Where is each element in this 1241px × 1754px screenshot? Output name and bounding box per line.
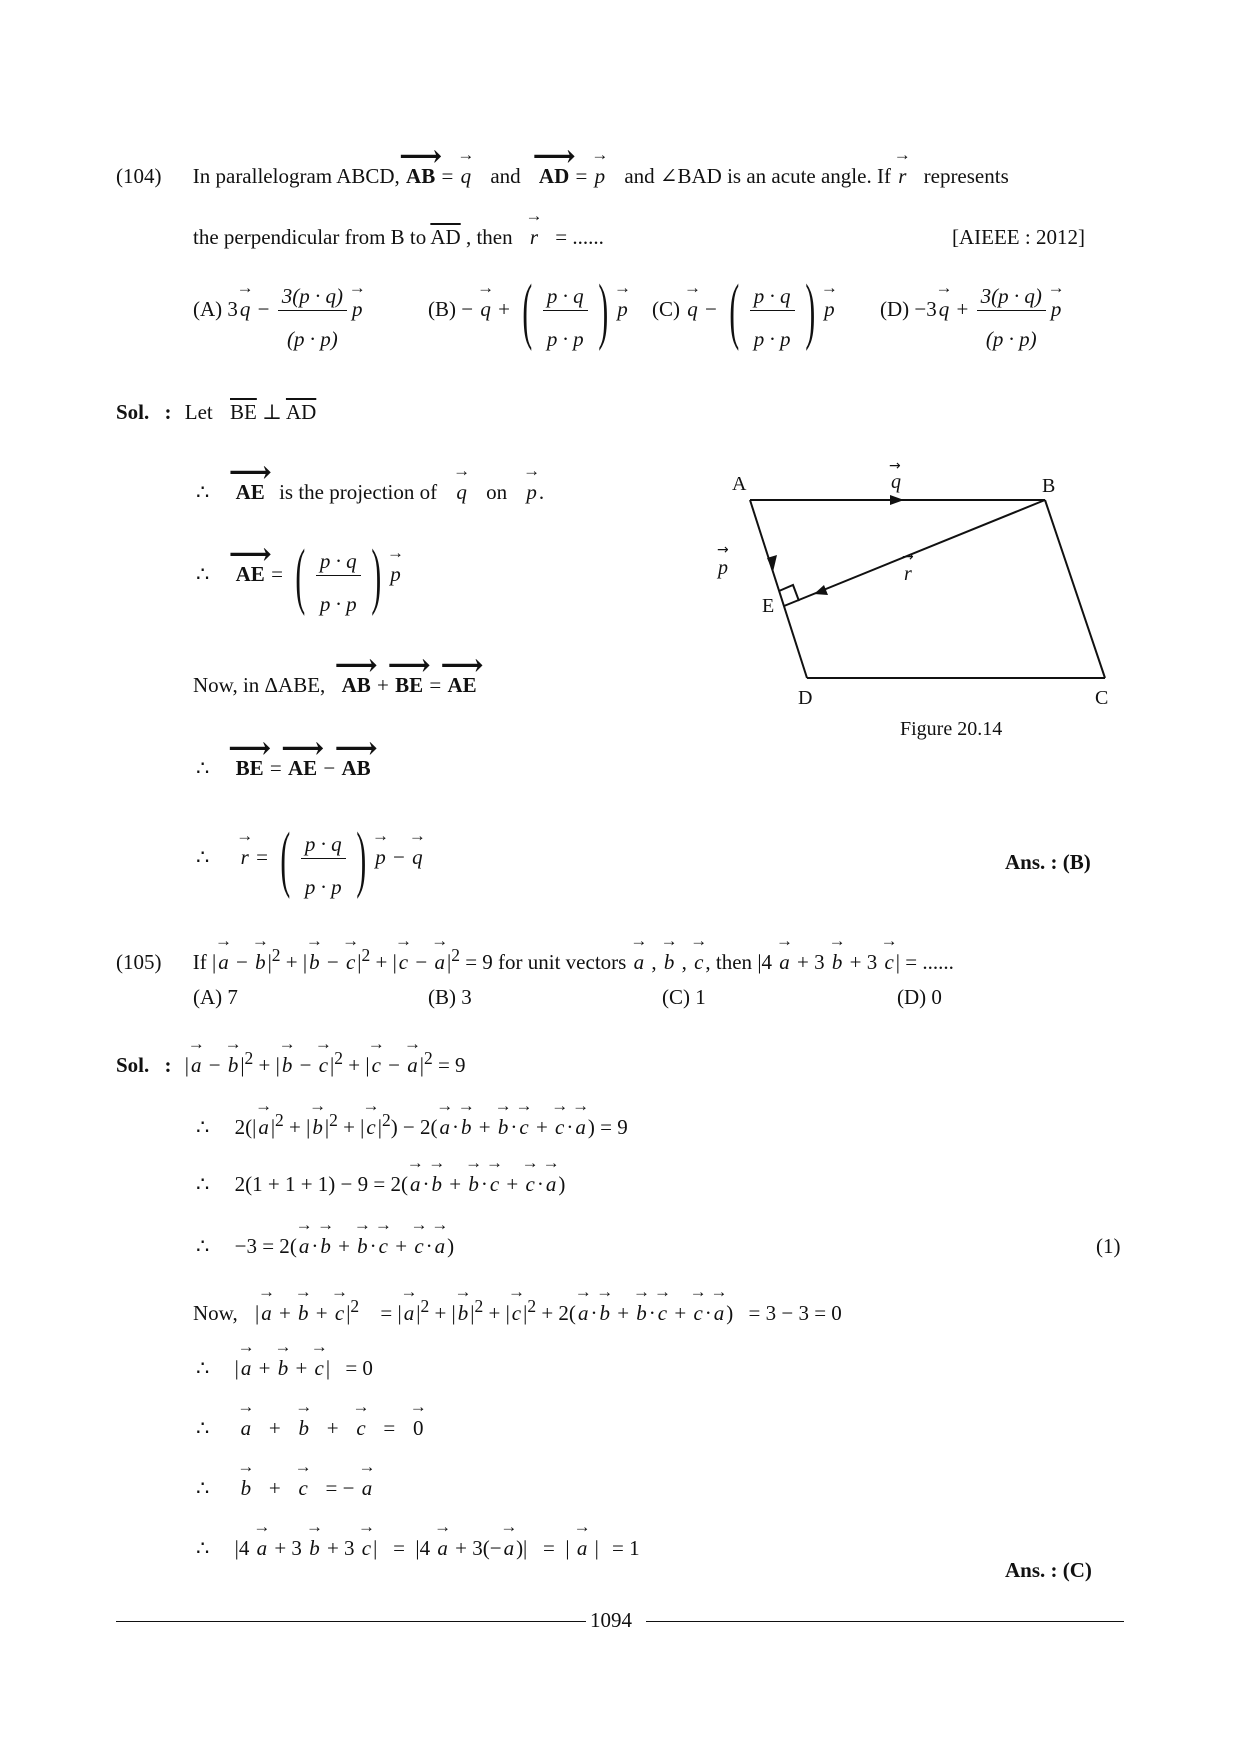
solution-105-line6 (196, 1356, 373, 1381)
vector-q: → q (478, 297, 493, 322)
substitution-lhs: 2(1 + 1 + 1) − 9 = 2 (234, 1172, 401, 1196)
label-e: E (762, 595, 775, 617)
text-if: If (192, 950, 207, 974)
label-b: B (1042, 475, 1056, 497)
minus-sign: − (705, 296, 717, 321)
perpendicular-symbol: ⊥ (262, 400, 282, 424)
question-text-3: the perpendicular from B to (193, 225, 427, 249)
minus-sign: − (461, 296, 474, 321)
therefore-symbol: ∴ (196, 1115, 210, 1139)
solution-105-line7 (196, 1416, 425, 1441)
fraction (301, 818, 346, 900)
coefficient: 3 (227, 296, 238, 321)
vector-identity: → b + → c = − → a (239, 1476, 375, 1500)
solution-104-ae-formula (196, 535, 403, 617)
text-on: on (486, 480, 508, 504)
plus-sign: + (377, 673, 389, 697)
question-104-line1 (116, 164, 1009, 189)
segment-ad: $\overline{AD}$ (430, 225, 461, 249)
left-paren: ( (280, 818, 291, 900)
label-p: p (718, 557, 728, 579)
equals-sign: = (429, 673, 442, 697)
vector-q: → q (454, 480, 469, 505)
arrow-over-r: → (902, 549, 914, 565)
therefore-symbol: ∴ (196, 480, 210, 504)
text-now: Now, (193, 1301, 238, 1325)
dot-sum: (→ a·→ b + → b·→ c + → c·→ a) (401, 1172, 565, 1196)
plus-sign: + (956, 296, 969, 321)
result-lhs: −3 = 2 (234, 1234, 290, 1258)
solution-105-line1 (116, 1048, 466, 1078)
result-rhs: = 3 − 3 = 0 (748, 1301, 842, 1325)
therefore-symbol: ∴ (196, 1234, 210, 1258)
therefore-symbol: ∴ (196, 1476, 210, 1500)
text-represents: represents (923, 164, 1009, 188)
vector-q: → q (685, 297, 700, 322)
fraction-numerator: 3(p · q) (278, 270, 347, 311)
side-bc (1045, 500, 1105, 678)
option-c (652, 270, 837, 352)
fraction-numerator: 3(p · q) (977, 270, 1046, 311)
option-c: (C) 1 (662, 985, 706, 1009)
therefore-symbol: ∴ (196, 1536, 210, 1560)
segment-be: $\overline{BE}$ (230, 400, 257, 424)
text-for-unit-vectors: for unit vectors (498, 950, 627, 974)
label-a: A (732, 473, 747, 495)
label-c: C (1095, 687, 1109, 709)
question-text: In parallelogram ABCD, (192, 164, 400, 188)
vector-p: → p (822, 297, 837, 322)
solution-105-line5 (193, 1296, 842, 1326)
equals-sign: = (256, 844, 268, 869)
vector-q: → q (238, 297, 253, 322)
vector-r: → r (896, 164, 908, 189)
vector-p: → p (350, 297, 365, 322)
option-a: (A) 7 (193, 985, 238, 1009)
fraction-denominator: (p · p) (287, 327, 338, 351)
solution-105-line9 (196, 1536, 640, 1561)
label-d: D (798, 687, 813, 709)
therefore-symbol: ∴ (196, 561, 210, 586)
question-105-line1 (116, 945, 954, 975)
solution-105-line2 (196, 1110, 628, 1140)
footer-rule-right (646, 1621, 1124, 1622)
option-label: (D) (880, 296, 910, 321)
arrow-head-q (890, 495, 904, 505)
colon: : (164, 400, 172, 424)
option-label: (B) (428, 296, 456, 321)
vector-ab: ⟶ AB (341, 756, 372, 781)
figure-caption: Figure 20.14 (900, 718, 1003, 740)
final-computation: |4 → a + 3 → b + 3 → c| = |4 → a + 3(−→ a)| = | → a | (235, 1536, 599, 1560)
fraction (750, 270, 795, 352)
expanded-expression: = |→ $a|^2$ + |→ $b|^2$ + |→ $c|^2 + 2(\to a\cdot\to b$ + → b·→ c + → c·→ a) (380, 1301, 733, 1325)
fraction-numerator: p · q (750, 270, 795, 311)
vector-p: → p (593, 164, 608, 189)
now-text: Now, in ΔABE, (193, 673, 326, 697)
option-a (193, 270, 365, 352)
vector-q: → q (410, 845, 425, 870)
fraction-denominator: p · p (753, 327, 791, 351)
left-paren: ( (729, 270, 740, 352)
result-rhs: = 0 (345, 1356, 373, 1380)
therefore-symbol: ∴ (196, 1356, 210, 1380)
solution-104-triangle (193, 673, 478, 698)
expr-sum-squares: |→ a − → $b|^2$ + |→ b − → $c|^2$ + |→ c − → $a|^2$ (212, 950, 460, 974)
solution-104-projection (196, 480, 544, 505)
arrow-head-r (814, 585, 828, 595)
fraction (977, 270, 1046, 352)
minus-sign: − (257, 296, 270, 321)
answer-105: Ans. : (C) (1005, 1558, 1092, 1582)
text-let: Let (184, 400, 213, 424)
equals-nine: = 9 (437, 1053, 466, 1077)
question-number: (105) (116, 950, 162, 974)
equation-number: (1) (1096, 1234, 1121, 1258)
vector-r: → r (239, 845, 251, 870)
side-da (750, 500, 807, 678)
right-paren: ) (370, 535, 381, 617)
result-rhs: = 1 (612, 1536, 640, 1560)
answer-104: Ans. : (B) (1005, 850, 1091, 874)
therefore-symbol: ∴ (196, 1416, 210, 1440)
vector-p: → p (1049, 297, 1064, 322)
therefore-symbol: ∴ (196, 756, 210, 780)
option-label: (C) (652, 296, 680, 321)
vector-be: ⟶ BE (235, 756, 265, 781)
plus-sign: + (498, 296, 510, 321)
arrow-over-p: → (717, 542, 729, 558)
vector-sum-zero: → a + → b + → c = → 0 (239, 1416, 426, 1440)
solution-105-line4 (196, 1234, 454, 1259)
arrow-over-q: → (889, 458, 901, 474)
colon: : (164, 1053, 172, 1077)
question-104-line2 (193, 225, 604, 250)
vector-ab: ⟶ AB (341, 673, 372, 698)
equals-sign: = (575, 164, 588, 188)
period: . (538, 480, 545, 504)
minus-sign: − (392, 844, 405, 869)
question-number: (104) (116, 164, 162, 188)
equals-nine: ) = 9 (587, 1115, 628, 1139)
page-number: 1094 (590, 1608, 632, 1632)
solution-105-line3 (196, 1172, 565, 1197)
option-b: (B) 3 (428, 985, 472, 1009)
fraction-numerator: p · q (301, 818, 346, 859)
left-paren: ( (522, 270, 533, 352)
solution-label: Sol. (116, 400, 150, 424)
therefore-symbol: ∴ (196, 1172, 210, 1196)
vector-p: → p (615, 297, 630, 322)
option-label: (A) (193, 296, 223, 321)
dot-sum: (→ a·→ b + → b·→ c + → c·→ a) (290, 1234, 454, 1258)
equals-sign: = (269, 756, 282, 780)
question-text-2: and ∠BAD is an acute angle. If (624, 164, 891, 188)
footer-rule-left (116, 1621, 586, 1622)
fraction (316, 535, 361, 617)
text-and: and (490, 164, 521, 188)
fraction (543, 270, 588, 352)
fraction (278, 270, 347, 352)
right-paren: ) (804, 270, 815, 352)
equals-nine: = 9 (465, 950, 493, 974)
parallelogram-figure (690, 458, 1110, 740)
solution-104-let (116, 400, 316, 425)
fraction-denominator: (p · p) (985, 327, 1037, 351)
projection-text: is the projection of (279, 480, 438, 504)
right-paren: ) (355, 818, 366, 900)
option-b (428, 270, 630, 352)
expr-target: |4 → a + 3 → b + 3 → c| (757, 950, 900, 974)
vector-p: → p (524, 480, 539, 505)
segment-ad: $\overline{AD}$ (285, 400, 317, 424)
expr-sum-squares: |→ a − → $b|^2$ + |→ b − → $c|^2$ + |→ c − → $a|^2$ (185, 1053, 433, 1077)
option-d: (D) 0 (897, 985, 942, 1009)
vector-ae: ⟶ AE (235, 562, 266, 587)
vector-ae: ⟶ AE (235, 480, 266, 505)
fraction-denominator: p · p (319, 592, 357, 616)
solution-105-line8 (196, 1476, 374, 1501)
fraction-denominator: p · p (304, 875, 342, 899)
expanded-expression: $2(|\to a|^2$ + |→ $b|^2$ + |→ $c|^2) - 2(\to a\cdot\to b$ + → b·→ c + → c·→ a (235, 1115, 588, 1139)
vector-ab: ⟶ AB (405, 164, 436, 189)
vector-p: → p (388, 562, 403, 587)
equals-sign: = (441, 164, 454, 188)
left-paren: ( (295, 535, 306, 617)
text-blank: = ...... (905, 950, 954, 974)
vector-ad: ⟶ AD (538, 164, 570, 189)
sum-magnitude: |→ a + → b + → $c|^2$ (255, 1301, 359, 1325)
coefficient: −3 (914, 296, 937, 321)
vector-p: → p (373, 845, 388, 870)
text-then: , then (705, 950, 753, 974)
vector-r: → r (528, 225, 540, 250)
text-then: , then (465, 225, 513, 249)
right-paren: ) (597, 270, 608, 352)
fraction-denominator: p · p (546, 327, 584, 351)
source-tag: [AIEEE : 2012] (952, 225, 1085, 249)
vector-ae: ⟶ AE (287, 756, 318, 781)
minus-sign: − (323, 756, 336, 780)
equals-sign: = (271, 561, 283, 586)
text-blank: = ...... (555, 225, 604, 249)
fraction-numerator: p · q (316, 535, 361, 576)
fraction-numerator: p · q (543, 270, 588, 311)
vector-be: ⟶ BE (394, 673, 424, 698)
therefore-symbol: ∴ (196, 844, 210, 869)
vector-ae: ⟶ AE (446, 673, 477, 698)
vector-q: → q (937, 297, 952, 322)
solution-104-r (196, 818, 425, 900)
label-r: r (904, 563, 912, 585)
solution-label: Sol. (116, 1053, 150, 1077)
solution-104-be (196, 756, 372, 781)
sum-magnitude: |→ a + → b + → c| (235, 1356, 330, 1380)
vector-q: → q (459, 164, 474, 189)
option-d (880, 270, 1063, 352)
vectors-list: → a , → b , → c (632, 950, 706, 974)
label-q: q (891, 471, 901, 493)
